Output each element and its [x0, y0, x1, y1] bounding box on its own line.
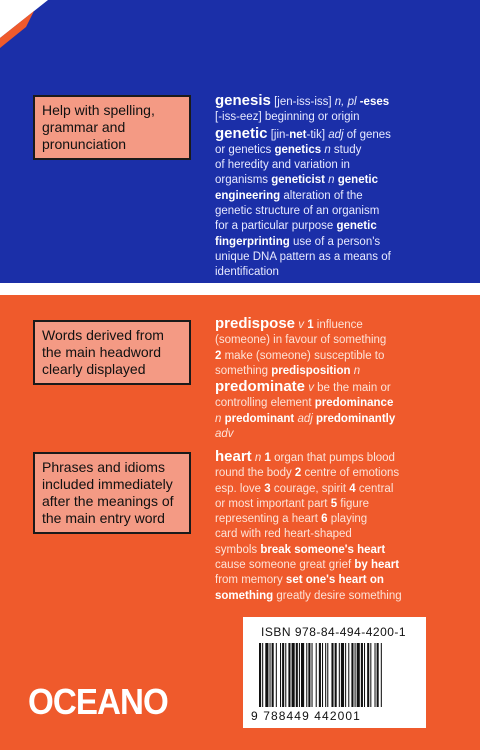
entry-text: -tik] — [306, 128, 329, 141]
entry-line — [215, 265, 477, 280]
entry-line — [215, 173, 477, 188]
entry-text: cause someone great grief — [215, 559, 355, 572]
entry-text: representing a heart — [215, 513, 322, 526]
entry-text: geneticist — [271, 174, 325, 187]
dictionary-entry-genesis — [215, 93, 477, 281]
barcode-digits: 9 788449 442001 — [251, 709, 361, 723]
entry-line — [215, 126, 477, 143]
entry-line — [215, 235, 477, 250]
publisher-logo: OCEANO — [28, 681, 168, 722]
entry-text: 4 — [349, 482, 356, 495]
entry-text: 2 — [215, 349, 222, 362]
entry-text: esp. love — [215, 482, 265, 495]
entry-text: net — [289, 128, 307, 141]
entry-text: 6 — [321, 513, 328, 526]
entry-line — [215, 364, 477, 379]
entry-text: n — [324, 143, 331, 156]
entry-text: n — [328, 174, 335, 187]
headword: predispose — [215, 315, 296, 332]
entry-text: [jin- — [267, 128, 290, 141]
entry-text: (someone) in favour of something — [215, 334, 387, 347]
entry-line — [215, 449, 477, 466]
callout-line: pronunciation — [42, 136, 127, 152]
entry-line — [215, 379, 477, 396]
entry-text: controlling element — [215, 397, 315, 410]
entry-text: of heredity and variation in — [215, 159, 350, 172]
entry-text: unique DNA pattern as a means of — [215, 250, 391, 263]
headword: predominate — [215, 378, 306, 396]
entry-text: predominant — [224, 412, 295, 425]
entry-text: 5 — [330, 497, 338, 510]
entry-text: something — [215, 364, 272, 377]
entry-text: use of a person's — [289, 235, 381, 248]
entry-text: genetic — [337, 174, 379, 187]
entry-text: n, pl — [334, 96, 357, 108]
entry-line — [215, 512, 477, 527]
entry-line — [215, 143, 477, 158]
entry-text: courage, spirit — [270, 482, 350, 495]
entry-text: playing — [327, 513, 368, 526]
entry-text: adj — [297, 412, 313, 425]
entry-text: or most important part — [215, 497, 331, 510]
entry-text: influence — [313, 319, 363, 331]
dictionary-entry-predispose — [215, 316, 477, 442]
entry-text: [-iss-eez] beginning or origin — [215, 111, 360, 124]
entry-text: break someone's heart — [260, 543, 386, 556]
entry-line — [215, 527, 477, 542]
entry-line — [215, 589, 477, 604]
entry-text: n — [215, 412, 222, 425]
entry-text: fingerprinting — [215, 235, 290, 248]
entry-text: for a particular purpose — [215, 220, 337, 233]
callout-line: clearly displayed — [42, 361, 146, 377]
entry-text: 2 — [294, 467, 302, 480]
callout-spelling — [33, 95, 191, 160]
entry-line — [215, 497, 477, 512]
entry-text: n — [353, 364, 361, 377]
entry-line — [215, 158, 477, 173]
entry-text: round the body — [215, 467, 295, 480]
entry-line — [215, 333, 477, 348]
entry-text: predominantly — [316, 412, 396, 425]
entry-line — [215, 189, 477, 204]
entry-text: organ that pumps blood — [270, 452, 395, 464]
callout-line: Words derived from — [42, 327, 164, 343]
entry-text: make (someone) susceptible to — [221, 349, 385, 362]
entry-line — [215, 396, 477, 411]
entry-text: by heart — [354, 559, 400, 572]
entry-text: -eses — [356, 96, 390, 108]
entry-line — [215, 466, 477, 481]
entry-line — [215, 482, 477, 497]
entry-text: central — [355, 482, 394, 495]
callout-derived-words — [33, 320, 191, 385]
callout-line: Phrases and idioms — [42, 459, 165, 475]
entry-text: genetic — [336, 220, 377, 233]
headword: heart — [215, 448, 252, 465]
barcode-graphic — [257, 643, 413, 707]
entry-line — [215, 573, 477, 588]
entry-line — [215, 543, 477, 558]
entry-line — [215, 93, 477, 110]
entry-text: centre of emotions — [301, 467, 400, 480]
entry-line — [215, 558, 477, 573]
entry-text: alteration of the — [280, 189, 363, 202]
entry-text: n — [254, 452, 262, 464]
entry-line — [215, 316, 477, 333]
entry-text: v — [298, 319, 304, 331]
entry-text: genetics — [274, 143, 322, 156]
corner-flap — [0, 0, 48, 48]
entry-text: be the main or — [313, 382, 391, 395]
panel-divider — [0, 283, 480, 295]
isbn-barcode-box — [243, 617, 426, 728]
entry-text: card with red heart-shaped — [215, 528, 352, 541]
entry-text: v — [308, 382, 314, 395]
entry-text: symbols — [215, 543, 261, 556]
entry-line — [215, 250, 477, 265]
entry-line — [215, 219, 477, 234]
entry-line — [215, 412, 477, 427]
dictionary-entry-heart — [215, 449, 477, 604]
entry-text: identification — [215, 266, 279, 279]
callout-line: grammar and — [42, 119, 126, 135]
callout-phrases — [33, 452, 191, 534]
callout-line: the main headword — [42, 344, 162, 360]
callout-line: Help with spelling, — [42, 102, 155, 118]
callout-line: included immediately — [42, 476, 173, 492]
callout-line: the main entry word — [42, 510, 165, 526]
headword: genesis — [215, 92, 271, 109]
entry-text: engineering — [215, 189, 281, 202]
entry-text: greatly desire something — [273, 589, 402, 602]
entry-text: of genes — [343, 128, 391, 141]
entry-text: something — [215, 589, 274, 602]
entry-line — [215, 110, 477, 125]
entry-text: study — [330, 143, 362, 156]
callout-line: after the meanings of — [42, 493, 174, 509]
entry-text: set one's heart on — [285, 574, 384, 587]
entry-text: from memory — [215, 574, 286, 587]
isbn-label: ISBN 978-84-494-4200-1 — [261, 625, 407, 639]
entry-text: organisms — [215, 174, 272, 187]
entry-text: figure — [337, 497, 370, 510]
entry-text: [jen-iss-iss] — [270, 96, 335, 108]
entry-line — [215, 204, 477, 219]
entry-line — [215, 427, 477, 442]
entry-line — [215, 349, 477, 364]
headword: genetic — [215, 124, 268, 142]
entry-text: 1 — [264, 452, 271, 464]
entry-text: 3 — [264, 482, 271, 495]
entry-text: genetic structure of an organism — [215, 205, 380, 218]
entry-text: adj — [328, 128, 344, 141]
entry-text: adv — [215, 428, 234, 441]
entry-text: predominance — [314, 397, 394, 410]
entry-text: or genetics — [215, 143, 275, 156]
entry-text: 1 — [307, 319, 314, 331]
entry-text: predisposition — [271, 364, 351, 377]
